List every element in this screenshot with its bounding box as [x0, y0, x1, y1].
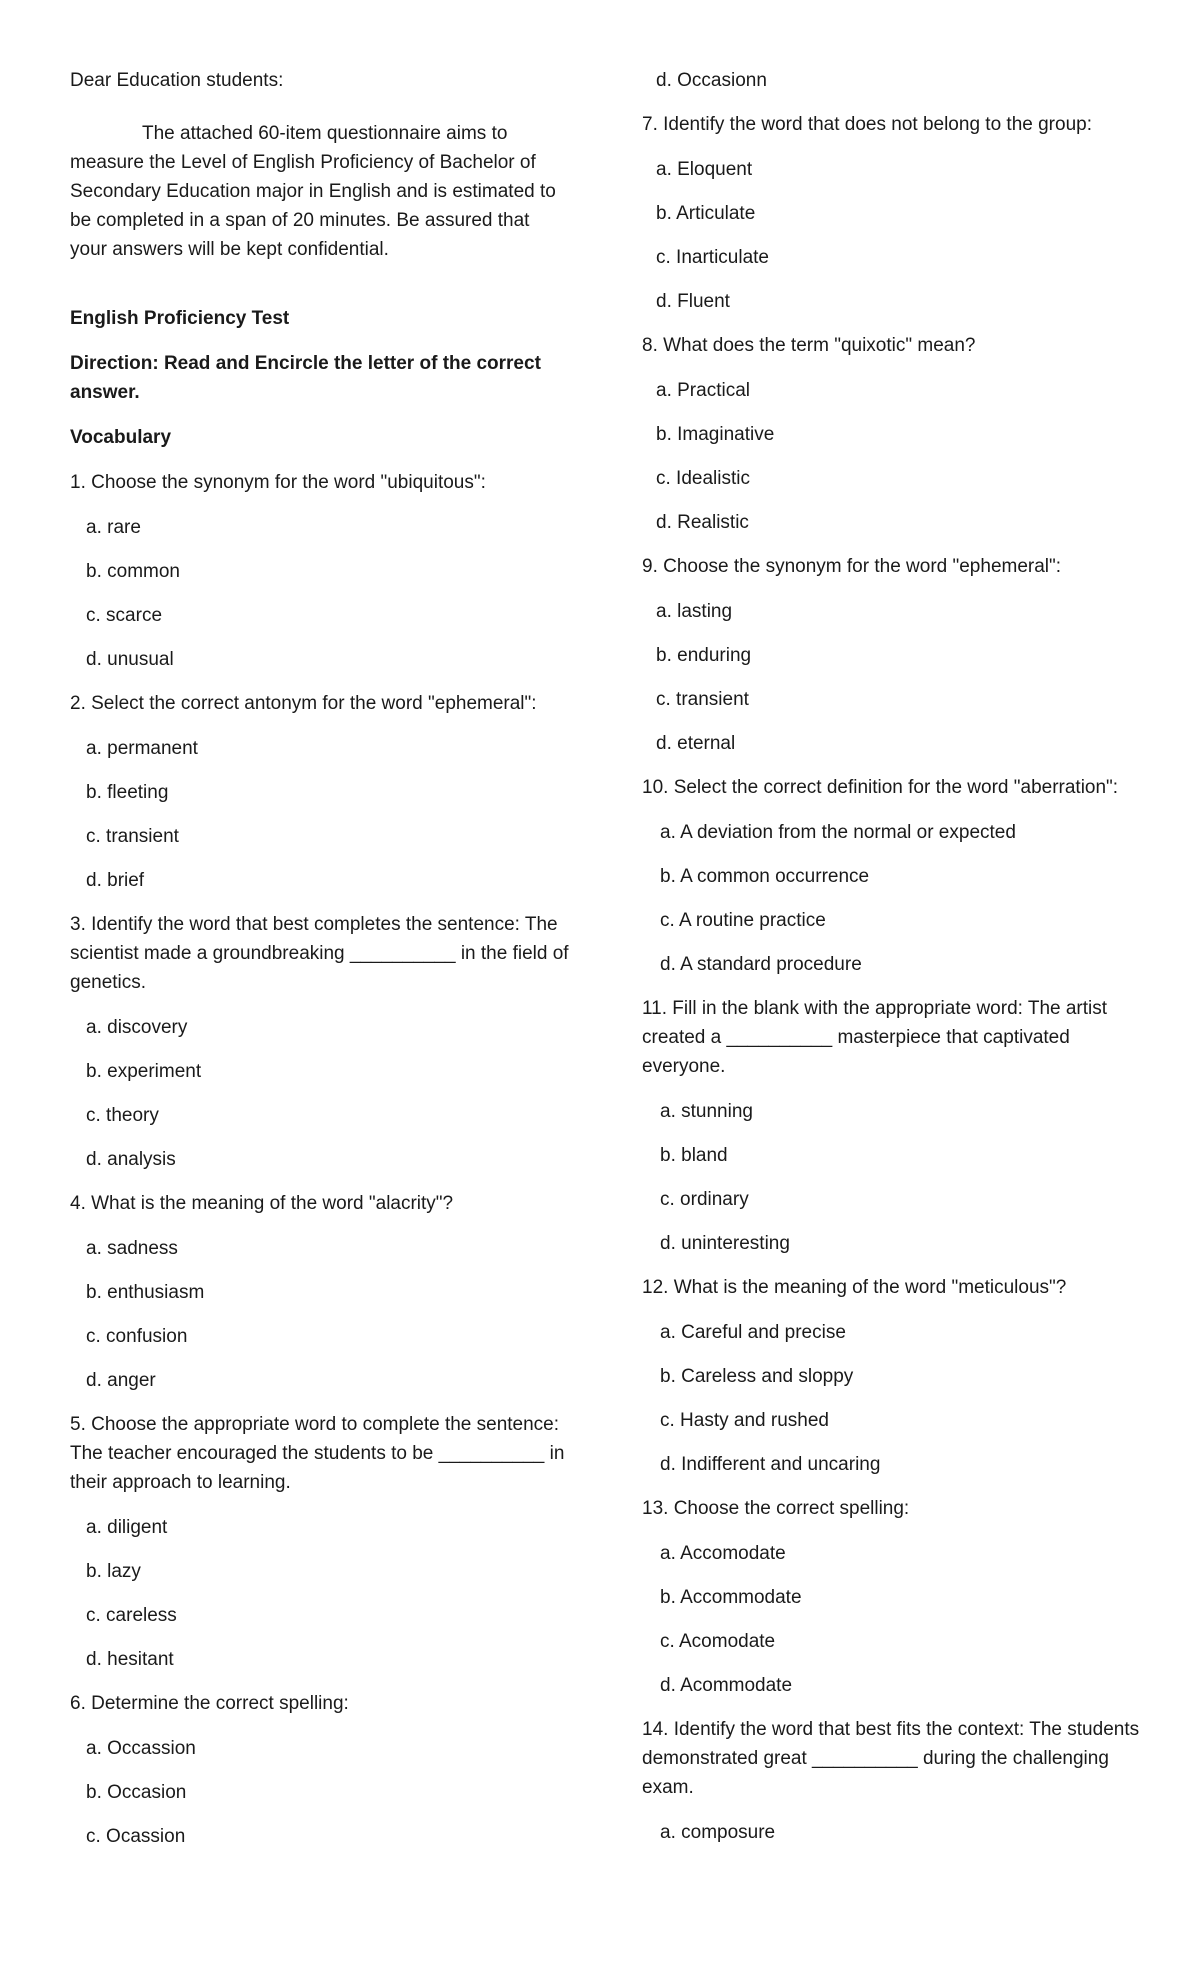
left-column — [70, 66, 570, 1866]
choice-item: c. Idealistic — [656, 468, 750, 489]
choice-item: b. Articulate — [656, 203, 756, 224]
choice-item: b. common — [86, 561, 180, 582]
question-text: 4. What is the meaning of the word "alacrity"? — [70, 1193, 454, 1214]
choice-item: c. ordinary — [660, 1189, 749, 1210]
question-item — [642, 552, 1142, 758]
question-item — [70, 689, 570, 895]
choice-item: d. uninteresting — [660, 1233, 790, 1254]
question-text: 10. Select the correct definition for the word "aberration": — [642, 777, 1119, 798]
choice-item: d. unusual — [86, 649, 174, 670]
choice-item: b. A common occurrence — [660, 866, 870, 887]
choice-item: a. rare — [86, 517, 141, 538]
question-item — [642, 1715, 1142, 1847]
choice-item: c. confusion — [86, 1326, 188, 1347]
question-text: 12. What is the meaning of the word "meticulous"? — [642, 1277, 1067, 1298]
choice-item: d. Indifferent and uncaring — [660, 1454, 881, 1475]
choice-item: a. Careful and precise — [660, 1322, 846, 1343]
choice-item: c. theory — [86, 1105, 159, 1126]
choice-item: d. A standard procedure — [660, 954, 862, 975]
question-item — [642, 1273, 1142, 1479]
choice-item: c. Hasty and rushed — [660, 1410, 829, 1431]
question-text: 1. Choose the synonym for the word "ubiquitous": — [70, 472, 486, 493]
question-item — [642, 994, 1142, 1258]
question-item — [70, 1689, 570, 1851]
right-question-list — [642, 110, 1142, 1847]
question-item — [70, 910, 570, 1174]
choice-item: a. discovery — [86, 1017, 188, 1038]
question-item — [642, 773, 1142, 979]
choice-item: a. permanent — [86, 738, 198, 759]
choice-item: a. Eloquent — [656, 159, 753, 180]
choice-item: a. Accomodate — [660, 1543, 786, 1564]
choice-item: b. experiment — [86, 1061, 202, 1082]
choice-item: a. composure — [660, 1822, 776, 1843]
question-text: 6. Determine the correct spelling: — [70, 1693, 349, 1714]
choice-item: b. enthusiasm — [86, 1282, 205, 1303]
question-item — [70, 468, 570, 674]
question-text: 5. Choose the appropriate word to complete the sentence: The teacher encouraged the students to be __________ in their approach to learning. — [70, 1414, 565, 1493]
question-item — [70, 1189, 570, 1395]
question-item — [642, 1494, 1142, 1700]
choice-item: b. fleeting — [86, 782, 169, 803]
choice-item: d. eternal — [656, 733, 736, 754]
right-column — [642, 66, 1142, 1862]
question-text: 13. Choose the correct spelling: — [642, 1498, 910, 1519]
choice-item: d. Acommodate — [660, 1675, 793, 1696]
direction-text: Direction: Read and Encircle the letter of the correct answer. — [70, 353, 541, 403]
question-item — [70, 1410, 570, 1674]
choice-item: c. scarce — [86, 605, 163, 626]
choice-item: d. anger — [86, 1370, 156, 1391]
choice-item: c. Acomodate — [660, 1631, 776, 1652]
choice-item: b. Imaginative — [656, 424, 775, 445]
question-text: 2. Select the correct antonym for the word "ephemeral": — [70, 693, 537, 714]
question-text: 9. Choose the synonym for the word "ephemeral": — [642, 556, 1062, 577]
choice-item: c. Ocassion — [86, 1826, 186, 1847]
salutation: Dear Education students: — [70, 70, 284, 91]
choice-item: d. Occasionn — [656, 70, 767, 91]
choice-item: b. bland — [660, 1145, 728, 1166]
choice-item: a. lasting — [656, 601, 733, 622]
choice-item: d. brief — [86, 870, 145, 891]
choice-item: b. lazy — [86, 1561, 141, 1582]
question-text: 8. What does the term "quixotic" mean? — [642, 335, 976, 356]
section-heading-vocabulary: Vocabulary — [70, 427, 172, 448]
choice-item: d. analysis — [86, 1149, 176, 1170]
question-text: 14. Identify the word that best fits the context: The students demonstrated great __________ during the challenging exam. — [642, 1719, 1140, 1798]
choice-item: c. careless — [86, 1605, 177, 1626]
choice-item: a. Practical — [656, 380, 750, 401]
question-item — [642, 331, 1142, 537]
choice-item: d. Realistic — [656, 512, 749, 533]
choice-item: a. A deviation from the normal or expected — [660, 822, 1016, 843]
choice-item: d. hesitant — [86, 1649, 174, 1670]
choice-item: b. Accommodate — [660, 1587, 802, 1608]
choice-item: c. A routine practice — [660, 910, 826, 931]
test-title: English Proficiency Test — [70, 308, 290, 329]
choice-item: c. transient — [86, 826, 179, 847]
choice-item: c. transient — [656, 689, 749, 710]
choice-item: b. Careless and sloppy — [660, 1366, 854, 1387]
choice-item: d. Fluent — [656, 291, 730, 312]
choice-item: a. sadness — [86, 1238, 178, 1259]
question-text: 11. Fill in the blank with the appropriate word: The artist created a __________ masterpiece that captivated everyone. — [642, 998, 1108, 1077]
choice-item: a. stunning — [660, 1101, 753, 1122]
choice-item: c. Inarticulate — [656, 247, 769, 268]
choice-item: a. Occassion — [86, 1738, 196, 1759]
choice-item: b. enduring — [656, 645, 752, 666]
choice-item: b. Occasion — [86, 1782, 187, 1803]
question-item — [642, 110, 1142, 316]
question-text: 7. Identify the word that does not belong to the group: — [642, 114, 1092, 135]
choice-item: a. diligent — [86, 1517, 168, 1538]
question-text: 3. Identify the word that best completes the sentence: The scientist made a groundbreaking __________ in the field of genetics. — [70, 914, 569, 993]
intro-paragraph: The attached 60-item questionnaire aims to measure the Level of English Proficiency of Bachelor of Secondary Education major in English and is estimated to be completed in a span of 20 minutes. Be assured that your answers will be kept confidential. — [70, 123, 556, 260]
left-question-list — [70, 468, 570, 1851]
